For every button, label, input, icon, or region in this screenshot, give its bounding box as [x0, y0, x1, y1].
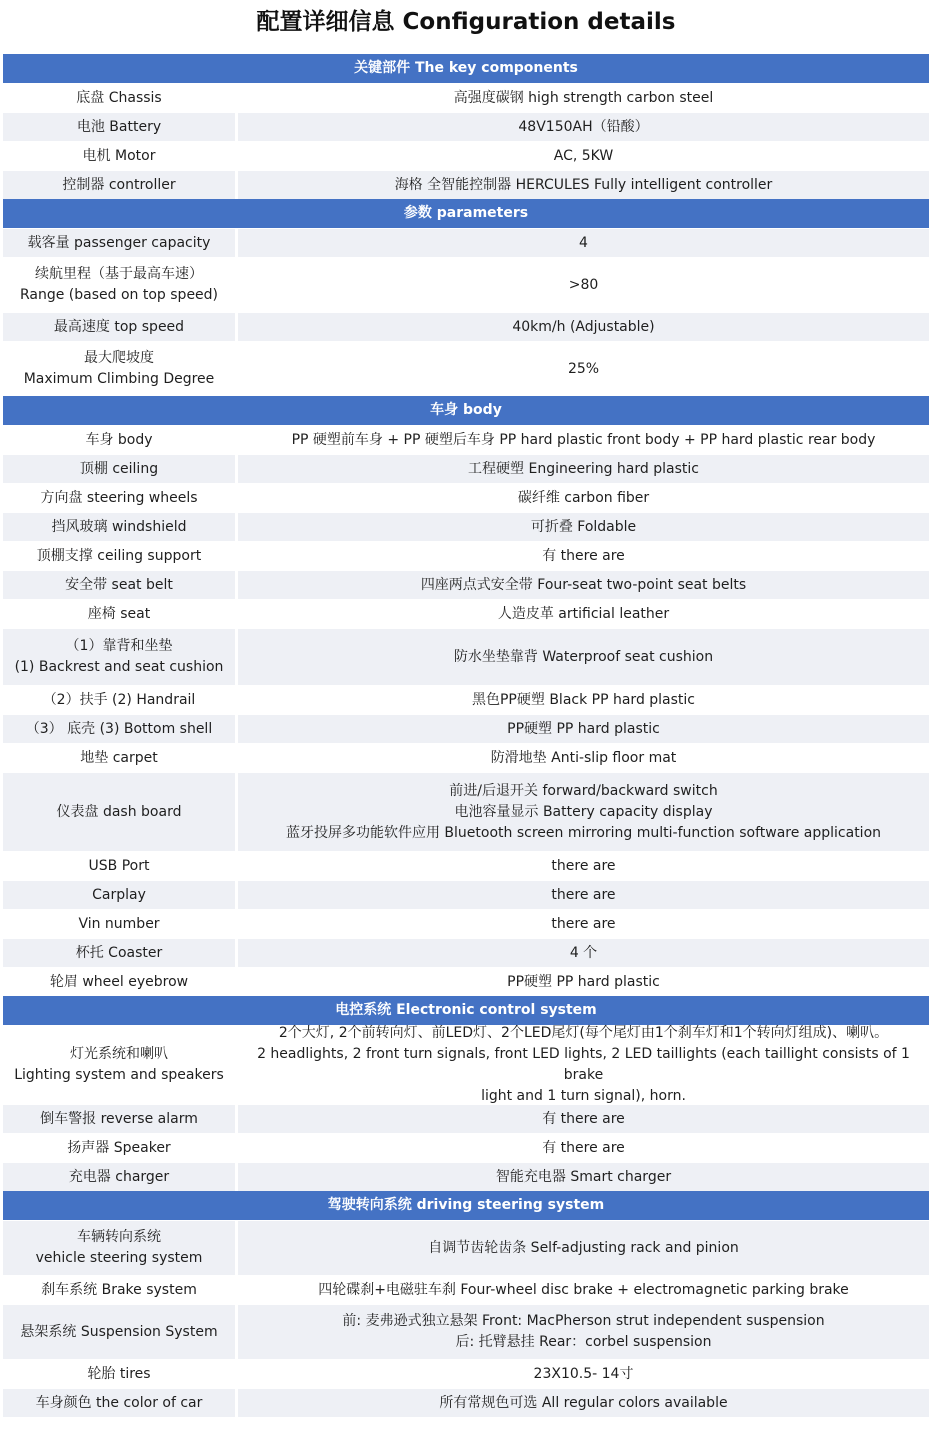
label-line: 顶棚 ceiling	[79, 460, 159, 477]
value-line: 防水坐垫靠背 Waterproof seat cushion	[453, 648, 714, 665]
value-line: 高强度碳钢 high strength carbon steel	[453, 89, 714, 106]
row-label	[3, 1221, 238, 1275]
label-line: （3） 底壳 (3) Bottom shell	[25, 720, 213, 737]
table-row	[3, 454, 929, 483]
row-value	[238, 881, 929, 909]
label-line: 仪表盘 dash board	[56, 803, 182, 820]
row-value	[238, 142, 929, 170]
row-value	[238, 773, 929, 851]
table-row	[3, 1275, 929, 1304]
value-line: 48V150AH（铅酸）	[518, 118, 649, 135]
row-value	[238, 715, 929, 743]
row-label	[3, 1026, 238, 1104]
label-line: 顶棚支撑 ceiling support	[36, 547, 202, 564]
row-value	[238, 513, 929, 541]
table-row	[3, 141, 929, 170]
table-row	[3, 851, 929, 880]
label-line: 控制器 controller	[62, 176, 176, 193]
value-line: 自调节齿轮齿条 Self-adjusting rack and pinion	[428, 1239, 739, 1256]
row-label	[3, 426, 238, 454]
label-line: 最大爬坡度	[84, 350, 154, 366]
value-line: there are	[551, 915, 616, 932]
row-label	[3, 600, 238, 628]
row-label	[3, 113, 238, 141]
section-header-body: 车身 body	[3, 396, 929, 425]
value-line: light and 1 turn signal), horn.	[481, 1088, 686, 1104]
section-header-driving-steering: 驾驶转向系统 driving steering system	[3, 1191, 929, 1220]
row-value	[238, 910, 929, 938]
value-line: 2 headlights, 2 front turn signals, front LED lights, 2 LED taillights (each taillight consists of 1 brake	[257, 1046, 910, 1083]
row-label	[3, 455, 238, 483]
row-label	[3, 313, 238, 341]
row-value	[238, 852, 929, 880]
row-label	[3, 686, 238, 714]
label-line: Vin number	[78, 915, 160, 932]
row-label	[3, 571, 238, 599]
row-label	[3, 715, 238, 743]
row-label	[3, 1276, 238, 1304]
label-line: 电池 Battery	[76, 118, 162, 135]
row-value	[238, 313, 929, 341]
row-label	[3, 1305, 238, 1359]
table-row	[3, 714, 929, 743]
table-row	[3, 1025, 929, 1104]
value-line: 有 there are	[542, 1110, 625, 1127]
table-row	[3, 743, 929, 772]
row-value	[238, 1276, 929, 1304]
row-value	[238, 1105, 929, 1133]
table-row	[3, 312, 929, 341]
row-value	[238, 686, 929, 714]
row-label	[3, 1389, 238, 1417]
row-value	[238, 744, 929, 772]
configuration-table	[3, 54, 929, 1417]
table-row	[3, 257, 929, 312]
section-header-key-components: 关键部件 The key components	[3, 54, 929, 83]
label-line: Range (based on top speed)	[19, 287, 219, 303]
label-line: 最高速度 top speed	[53, 318, 185, 335]
label-line: 轮眉 wheel eyebrow	[49, 973, 189, 990]
row-value	[238, 113, 929, 141]
value-line: 前进/后退开关 forward/backward switch	[449, 782, 718, 799]
label-line: Lighting system and speakers	[14, 1067, 224, 1083]
row-label	[3, 881, 238, 909]
row-value	[238, 1134, 929, 1162]
row-label	[3, 542, 238, 570]
value-line: 有 there are	[542, 547, 625, 564]
table-row	[3, 541, 929, 570]
row-value	[238, 484, 929, 512]
label-line: Maximum Climbing Degree	[23, 371, 215, 387]
table-row	[3, 967, 929, 996]
value-line: 四座两点式安全带 Four-seat two-point seat belts	[420, 576, 747, 593]
table-row	[3, 570, 929, 599]
value-line: 蓝牙投屏多功能软件应用 Bluetooth screen mirroring multi-function software application	[285, 824, 882, 841]
value-line: 四轮碟刹+电磁驻车刹 Four-wheel disc brake + electromagnetic parking brake	[318, 1281, 849, 1298]
label-line: 悬架系统 Suspension System	[20, 1323, 218, 1340]
value-line: PP硬塑 PP hard plastic	[507, 720, 660, 737]
row-value	[238, 342, 929, 396]
value-line: 工程硬塑 Engineering hard plastic	[468, 460, 699, 477]
value-line: 人造皮革 artificial leather	[497, 605, 670, 622]
value-line: 40km/h (Adjustable)	[512, 318, 655, 335]
value-line: 25%	[567, 360, 600, 377]
table-row	[3, 1162, 929, 1191]
row-value	[238, 1389, 929, 1417]
label-line: 扬声器 Speaker	[67, 1139, 171, 1156]
table-row	[3, 112, 929, 141]
label-line: 座椅 seat	[87, 605, 151, 622]
table-row	[3, 425, 929, 454]
label-line: 续航里程（基于最高车速）	[35, 266, 203, 282]
table-row	[3, 880, 929, 909]
value-line: 23X10.5- 14寸	[533, 1365, 634, 1382]
value-line: there are	[551, 857, 616, 874]
row-label	[3, 744, 238, 772]
row-value	[238, 1305, 929, 1359]
label-line: 挡风玻璃 windshield	[51, 518, 187, 535]
value-line: 后: 托臂悬挂 Rear：corbel suspension	[455, 1334, 712, 1350]
table-row	[3, 772, 929, 851]
value-line: 海格 全智能控制器 HERCULES Fully intelligent controller	[394, 176, 773, 193]
value-line: 有 there are	[542, 1139, 625, 1156]
value-line: PP 硬塑前车身 + PP 硬塑后车身 PP hard plastic front body + PP hard plastic rear body	[291, 431, 876, 448]
row-value	[238, 939, 929, 967]
table-row	[3, 938, 929, 967]
value-line: 碳纤维 carbon fiber	[517, 489, 650, 506]
row-value	[238, 171, 929, 199]
label-line: 安全带 seat belt	[65, 576, 173, 593]
page-title: 配置详细信息 Configuration details	[256, 9, 676, 35]
table-row	[3, 628, 929, 685]
row-label	[3, 910, 238, 938]
row-value	[238, 258, 929, 312]
row-label	[3, 852, 238, 880]
value-line: 前: 麦弗逊式独立悬架 Front: MacPherson strut independent suspension	[342, 1313, 825, 1329]
row-label	[3, 1105, 238, 1133]
row-value	[238, 600, 929, 628]
value-line: there are	[551, 886, 616, 903]
row-label	[3, 258, 238, 312]
row-label	[3, 229, 238, 257]
row-value	[238, 542, 929, 570]
table-row	[3, 83, 929, 112]
row-label	[3, 629, 238, 685]
label-line: 灯光系统和喇叭	[70, 1046, 168, 1062]
row-label	[3, 171, 238, 199]
label-line: 充电器 charger	[68, 1168, 170, 1185]
label-line: vehicle steering system	[35, 1250, 203, 1266]
value-line: >80	[568, 276, 599, 293]
value-line: 智能充电器 Smart charger	[495, 1168, 672, 1185]
table-row	[3, 228, 929, 257]
row-value	[238, 1360, 929, 1388]
label-line: 轮胎 tires	[87, 1365, 151, 1382]
table-row	[3, 341, 929, 396]
value-line: AC, 5KW	[553, 147, 614, 164]
label-line: 方向盘 steering wheels	[40, 489, 198, 506]
label-line: （2）扶手 (2) Handrail	[42, 691, 196, 708]
value-line: 4 个	[569, 944, 598, 961]
table-row	[3, 1220, 929, 1275]
table-row	[3, 599, 929, 628]
table-row	[3, 685, 929, 714]
label-line: 车身 body	[85, 431, 153, 448]
value-line: 黑色PP硬塑 Black PP hard plastic	[471, 691, 696, 708]
row-value	[238, 1221, 929, 1275]
row-label	[3, 142, 238, 170]
row-value	[238, 426, 929, 454]
row-value	[238, 571, 929, 599]
label-line: 倒车警报 reverse alarm	[40, 1110, 198, 1127]
label-line: 电机 Motor	[82, 147, 156, 164]
label-line: （1）靠背和坐垫	[65, 638, 173, 654]
row-value	[238, 229, 929, 257]
value-line: 电池容量显示 Battery capacity display	[454, 803, 713, 820]
value-line: 可折叠 Foldable	[530, 518, 637, 535]
row-label	[3, 484, 238, 512]
row-label	[3, 939, 238, 967]
label-line: 车身颜色 the color of car	[35, 1394, 203, 1411]
row-value	[238, 1026, 929, 1104]
label-line: 底盘 Chassis	[76, 89, 162, 106]
table-row	[3, 909, 929, 938]
row-label	[3, 1360, 238, 1388]
label-line: USB Port	[88, 857, 150, 874]
table-row	[3, 1304, 929, 1359]
value-line: 4	[579, 234, 588, 251]
row-value	[238, 455, 929, 483]
row-value	[238, 629, 929, 685]
label-line: 杯托 Coaster	[75, 944, 163, 961]
label-line: 刹车系统 Brake system	[41, 1281, 197, 1298]
section-header-electronic-control: 电控系统 Electronic control system	[3, 996, 929, 1025]
value-line: PP硬塑 PP hard plastic	[507, 973, 660, 990]
table-row	[3, 1388, 929, 1417]
row-label	[3, 968, 238, 996]
label-line: Carplay	[92, 886, 146, 903]
row-value	[238, 84, 929, 112]
row-value	[238, 1163, 929, 1191]
row-label	[3, 84, 238, 112]
table-row	[3, 170, 929, 199]
row-label	[3, 773, 238, 851]
label-line: 载客量 passenger capacity	[27, 234, 211, 251]
table-row	[3, 483, 929, 512]
label-line: (1) Backrest and seat cushion	[14, 659, 224, 675]
value-line: 防滑地垫 Anti-slip floor mat	[490, 749, 677, 766]
label-line: 地垫 carpet	[80, 749, 158, 766]
row-label	[3, 1134, 238, 1162]
section-header-parameters: 参数 parameters	[3, 199, 929, 228]
value-line: 2个大灯, 2个前转向灯、前LED灯、2个LED尾灯(每个尾灯由1个刹车灯和1个转向灯组成)、喇叭。	[278, 1025, 889, 1041]
value-line: 所有常规色可选 All regular colors available	[439, 1394, 728, 1411]
label-line: 车辆转向系统	[77, 1229, 161, 1245]
table-row	[3, 1104, 929, 1133]
row-label	[3, 513, 238, 541]
table-row	[3, 512, 929, 541]
row-value	[238, 968, 929, 996]
table-row	[3, 1133, 929, 1162]
row-label	[3, 1163, 238, 1191]
row-label	[3, 342, 238, 396]
table-row	[3, 1359, 929, 1388]
